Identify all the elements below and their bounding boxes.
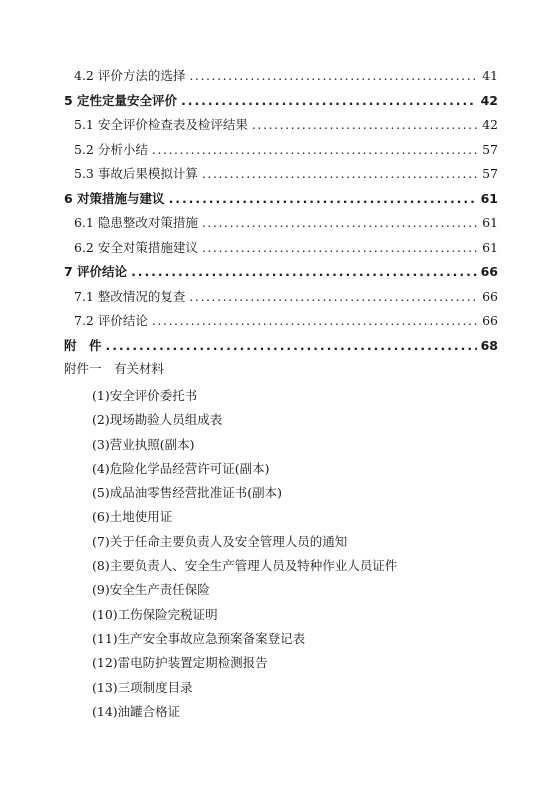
- toc-entry-label: 5.3 事故后果模拟计算: [74, 166, 198, 181]
- toc-leader-dots: [106, 338, 477, 353]
- attachment-item: (1)安全评价委托书: [92, 388, 198, 403]
- attachment-item: (5)成品油零售经营批准证书(副本): [92, 485, 282, 501]
- toc-leader-dots: [152, 142, 478, 157]
- attachment-item: (12)雷电防护装置定期检测报告: [92, 655, 268, 671]
- toc-page-number: 68: [480, 337, 498, 353]
- toc-entry-label: 6.1 隐患整改对策措施: [74, 215, 198, 230]
- toc-entry[interactable]: [64, 189, 498, 214]
- toc-entry-label: 6 对策措施与建议: [64, 190, 165, 206]
- attachment-item: (2)现场勘验人员组成表: [92, 412, 223, 428]
- attachment-item: (4)危险化学品经营许可证(副本): [92, 460, 270, 476]
- attachment-heading: 附件一 有关材料: [64, 361, 165, 376]
- toc-page-number: 57: [482, 166, 498, 181]
- attachment-item: (6)土地使用证: [92, 509, 173, 525]
- toc-entry[interactable]: [64, 262, 498, 287]
- attachment-item: (10)工伤保险完税证明: [92, 606, 218, 622]
- toc-entry-label: 5.1 安全评价检查表及检评结果: [74, 117, 248, 132]
- table-of-contents: [64, 66, 498, 360]
- attachment-item: (9)安全生产责任保险: [92, 582, 210, 598]
- toc-entry-label: 7.1 整改情况的复查: [74, 288, 186, 304]
- toc-entry[interactable]: [64, 238, 498, 263]
- toc-page-number: 66: [482, 288, 498, 304]
- toc-entry-label: 6.2 安全对策措施建议: [74, 239, 198, 255]
- toc-page-number: 42: [480, 92, 498, 108]
- toc-page-number: 61: [482, 239, 498, 255]
- attachment-list: [92, 384, 397, 724]
- toc-leader-dots: [169, 191, 477, 206]
- toc-leader-dots: [202, 166, 478, 181]
- toc-entry[interactable]: [64, 287, 498, 312]
- toc-page-number: 42: [482, 117, 498, 132]
- toc-entry-label: 附 件: [64, 337, 102, 353]
- attachment-item: (8)主要负责人、安全生产管理人员及特种作业人员证件: [92, 558, 398, 574]
- toc-entry-label: 5 定性定量安全评价: [64, 92, 178, 108]
- toc-leader-dots: [131, 264, 477, 279]
- toc-entry-label: 7.2 评价结论: [74, 313, 148, 328]
- toc-entry[interactable]: [64, 140, 498, 165]
- toc-page-number: 66: [482, 313, 498, 328]
- toc-leader-dots: [202, 215, 478, 230]
- toc-entry-label: 5.2 分析小结: [74, 141, 148, 157]
- toc-page-number: 61: [482, 215, 498, 230]
- toc-leader-dots: [152, 313, 478, 328]
- toc-entry[interactable]: [64, 66, 498, 91]
- toc-entry[interactable]: [64, 91, 498, 116]
- attachment-item: (3)营业执照(副本): [92, 436, 195, 452]
- toc-leader-dots: [202, 240, 478, 255]
- toc-leader-dots: [181, 93, 477, 108]
- toc-page-number: 57: [482, 141, 498, 157]
- toc-entry[interactable]: [64, 213, 498, 238]
- toc-entry[interactable]: [64, 164, 498, 189]
- attachment-item: (14)油罐合格证: [92, 703, 181, 719]
- attachment-item: (13)三项制度目录: [92, 679, 193, 695]
- toc-leader-dots: [189, 289, 478, 304]
- toc-page-number: 66: [480, 264, 498, 279]
- toc-leader-dots: [189, 68, 478, 83]
- toc-entry-label: 7 评价结论: [64, 264, 128, 279]
- toc-entry[interactable]: [64, 115, 498, 140]
- toc-page-number: 61: [480, 190, 498, 206]
- toc-leader-dots: [252, 117, 478, 132]
- toc-entry-label: 4.2 评价方法的选择: [74, 68, 186, 83]
- toc-entry[interactable]: [64, 336, 498, 361]
- attachment-item: (11)生产安全事故应急预案备案登记表: [92, 630, 306, 646]
- toc-entry[interactable]: [64, 311, 498, 336]
- toc-page-number: 41: [482, 68, 498, 83]
- attachment-item: (7)关于任命主要负责人及安全管理人员的通知: [92, 533, 348, 549]
